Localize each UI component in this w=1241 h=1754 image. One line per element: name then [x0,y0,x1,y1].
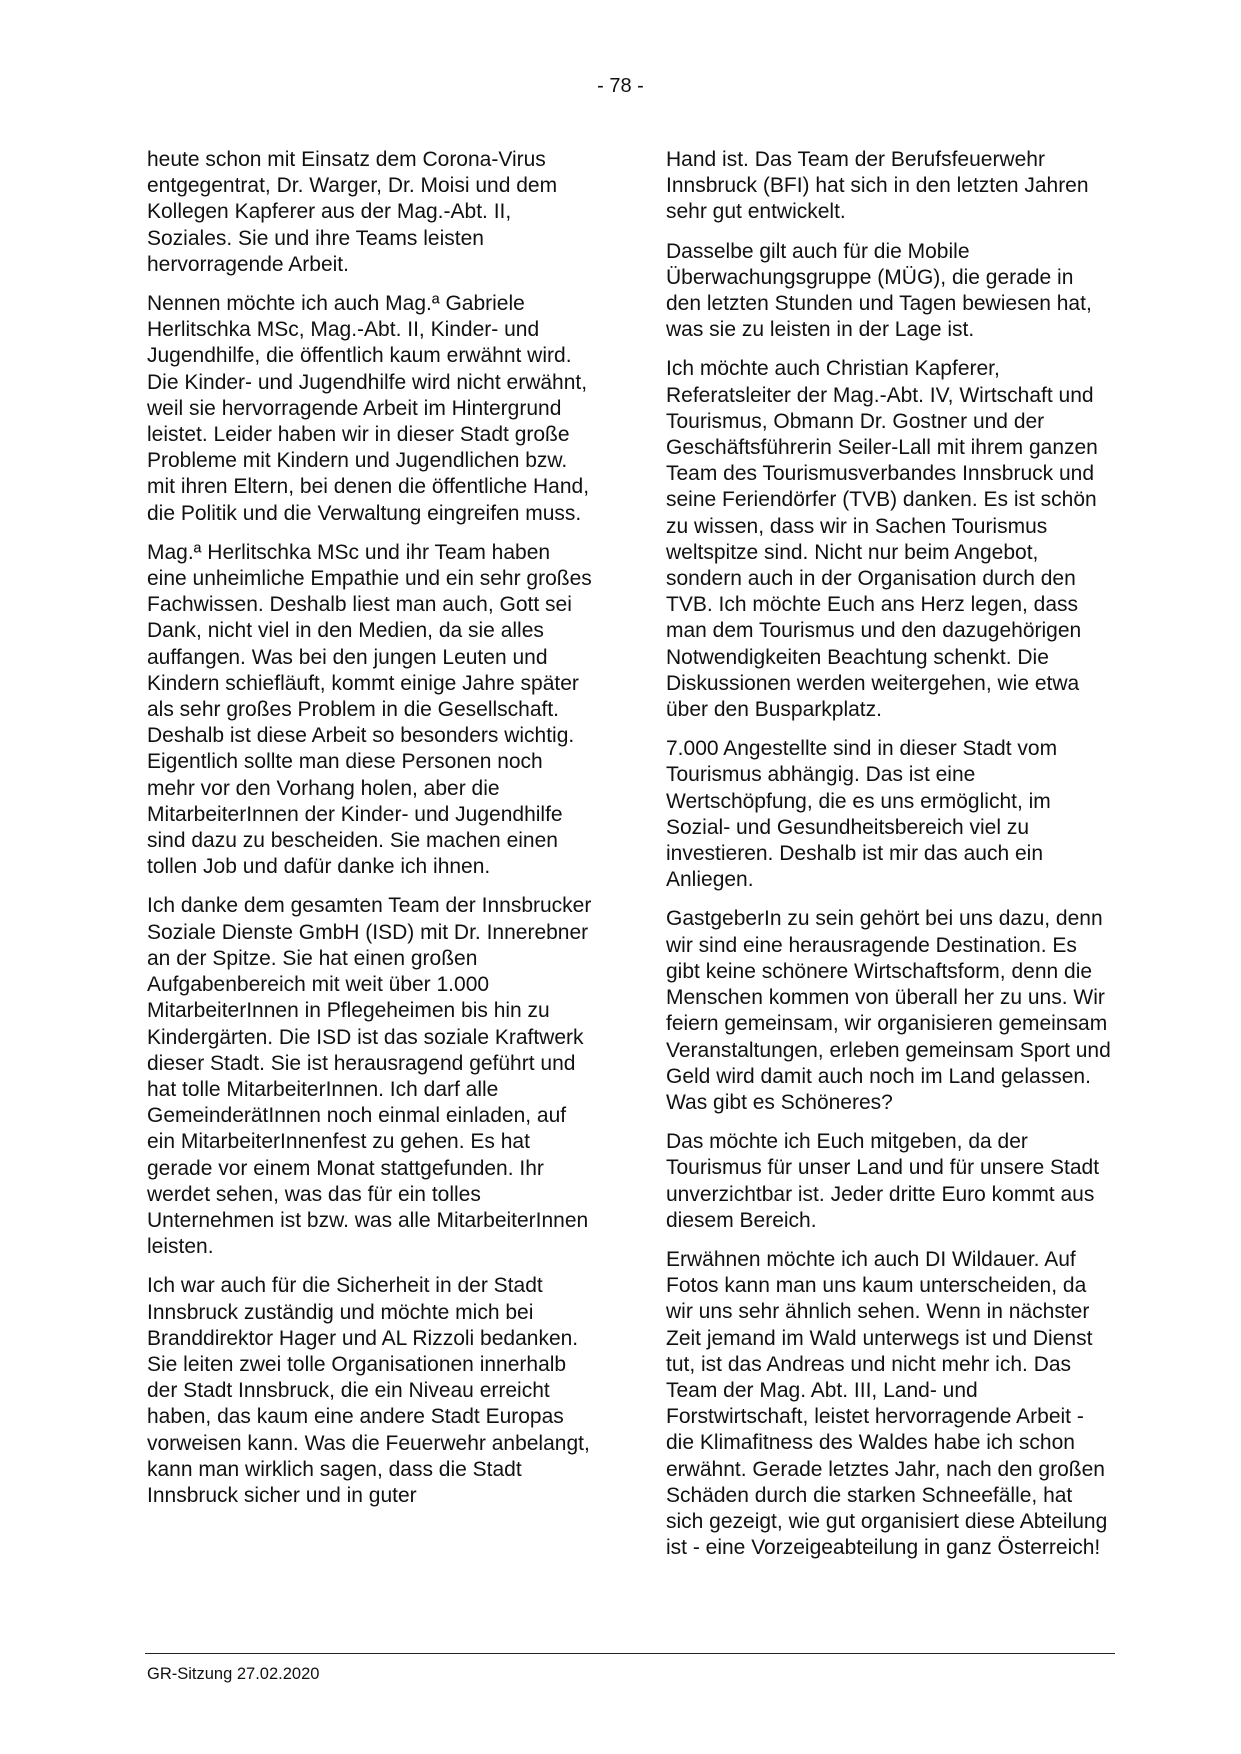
footer-divider [145,1653,1115,1654]
paragraph: heute schon mit Einsatz dem Corona-Virus entgegentrat, Dr. Warger, Dr. Moisi und dem Kollegen Kapferer aus der Mag.-Abt. II, Soziales. Sie und ihre Teams leisten hervorragende Arbeit. [147,148,558,276]
paragraph: Hand ist. Das Team der Berufsfeuerwehr Innsbruck (BFI) hat sich in den letzten Jahren sehr gut entwickelt. [666,148,1089,224]
paragraph: Mag.ª Herlitschka MSc und ihr Team haben eine unheimliche Empathie und ein sehr großes Fachwissen. Deshalb liest man auch, Gott sei Dank, nicht viel in den Medien, da sie alles auffangen. Was bei den jungen Leuten und Kindern schiefläuft, kommt einige Jahre später als sehr großes Problem in die Gesellschaft. Deshalb ist diese Arbeit so besonders wichtig. Eigentlich sollte man diese Personen noch mehr vor den Vorhang holen, aber die MitarbeiterInnen der Kinder- und Jugendhilfe sind dazu zu bescheiden. Sie machen einen tollen Job und dafür danke ich ihnen. [147,540,592,879]
paragraph: Ich war auch für die Sicherheit in der Stadt Innsbruck zuständig und möchte mich bei Branddirektor Hager und AL Rizzoli bedanken. Sie leiten zwei tolle Organisationen innerhalb der Stadt Innsbruck, die ein Niveau erreicht haben, das kaum eine andere Stadt Europas vorweisen kann. Was die Feuerwehr anbelangt, kann man wirklich sagen, dass die Stadt Innsbruck sicher und in guter [147,1274,590,1507]
paragraph: Ich danke dem gesamten Team der Innsbrucker Soziale Dienste GmbH (ISD) mit Dr. Innerebner an der Spitze. Sie hat einen großen Aufgabenbereich mit weit über 1.000 MitarbeiterInnen in Pflegeheimen bis hin zu Kindergärten. Die ISD ist das soziale Kraftwerk dieser Stadt. Sie ist herausragend geführt und hat tolle MitarbeiterInnen. Ich darf alle GemeinderätInnen noch einmal einladen, auf ein MitarbeiterInnenfest zu gehen. Es hat gerade vor einem Monat stattgefunden. Ihr werdet sehen, was das für ein tolles Unternehmen ist bzw. was alle MitarbeiterInnen leisten. [147,894,592,1259]
paragraph: Erwähnen möchte ich auch DI Wildauer. Auf Fotos kann man uns kaum unterscheiden, da wir uns sehr ähnlich sehen. Wenn in nächster Zeit jemand im Wald unterwegs ist und Dienst tut, ist das Andreas und nicht mehr ich. Das Team der Mag. Abt. III, Land- und Forstwirtschaft, leistet hervorragende Arbeit - die Klimafitness des Waldes habe ich schon erwähnt. Gerade letztes Jahr, nach den großen Schäden durch die starken Schneefälle, hat sich gezeigt, wie gut organisiert diese Abteilung ist - eine Vorzeigeabteilung in ganz Österreich! [666,1247,1108,1560]
paragraph: 7.000 Angestellte sind in dieser Stadt vom Tourismus abhängig. Das ist eine Wertschöpfung, die es uns ermöglicht, im Sozial- und Gesundheitsbereich viel zu investieren. Deshalb ist mir das auch ein Anliegen. [666,737,1058,892]
right-column [666,147,1114,1574]
paragraph: GastgeberIn zu sein gehört bei uns dazu, denn wir sind eine herausragende Destination. Es gibt keine schönere Wirtschaftsform, denn die Menschen kommen von überall her zu uns. Wir feiern gemeinsam, wir organisieren gemeinsam Veranstaltungen, erleben gemeinsam Sport und Geld wird damit auch noch im Land gelassen. Was gibt es Schöneres? [666,907,1111,1114]
paragraph: Nennen möchte ich auch Mag.ª Gabriele Herlitschka MSc, Mag.-Abt. II, Kinder- und Jugendhilfe, die öffentlich kaum erwähnt wird. Die Kinder- und Jugendhilfe wird nicht erwähnt, weil sie hervorragende Arbeit im Hintergrund leistet. Leider haben wir in dieser Stadt große Probleme mit Kindern und Jugendlichen bzw. mit ihren Eltern, bei denen die öffentliche Hand, die Politik und die Verwaltung eingreifen muss. [147,292,590,525]
footer-session-date: GR-Sitzung 27.02.2020 [147,1665,320,1683]
paragraph: Dasselbe gilt auch für die Mobile Überwachungsgruppe (MÜG), die gerade in den letzten Stunden und Tagen bewiesen hat, was sie zu leisten in der Lage ist. [666,239,1092,342]
paragraph: Ich möchte auch Christian Kapferer, Referatsleiter der Mag.-Abt. IV, Wirtschaft und Tourismus, Obmann Dr. Gostner und der Geschäftsführerin Seiler-Lall mit ihrem ganzen Team des Tourismusverbandes Innsbruck und seine Feriendörfer (TVB) danken. Es ist schön zu wissen, dass wir in Sachen Tourismus weltspitze sind. Nicht nur beim Angebot, sondern auch in der Organisation durch den TVB. Ich möchte Euch ans Herz legen, dass man dem Tourismus und den dazugehörigen Notwendigkeiten Beachtung schenkt. Die Diskussionen werden weitergehen, wie etwa über den Busparkplatz. [666,357,1098,722]
left-column [147,147,595,1522]
page-number: - 78 - [597,75,644,97]
paragraph: Das möchte ich Euch mitgeben, da der Tourismus für unser Land und für unsere Stadt unverzichtbar ist. Jeder dritte Euro kommt aus diesem Bereich. [666,1130,1100,1232]
